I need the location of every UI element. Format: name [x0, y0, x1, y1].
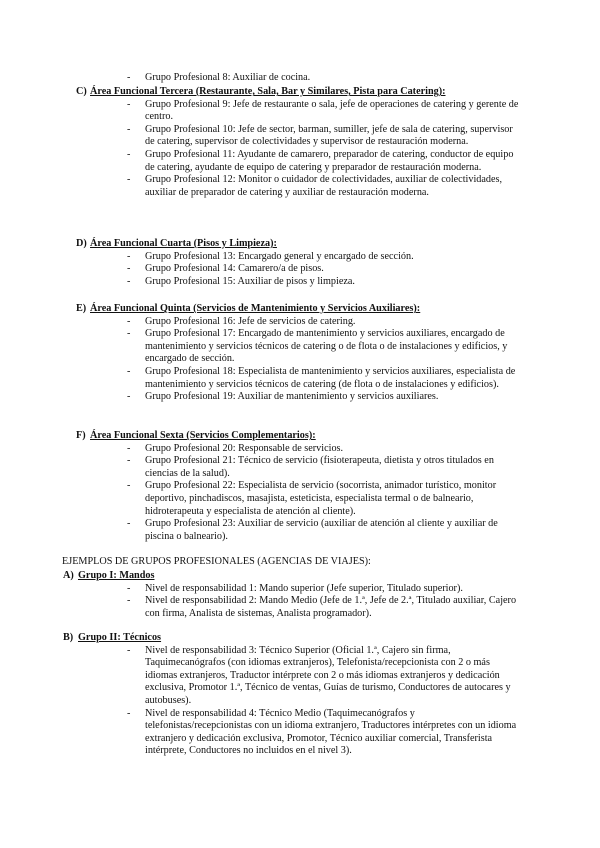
section-letter: D)	[76, 238, 87, 249]
section-c	[0, 86, 600, 199]
list-item: - Grupo Profesional 21: Técnico de servicio (fisioterapeuta, dietista y otros titulados en ciencias de la salud).	[127, 455, 494, 479]
list-item: - Grupo Profesional 18: Especialista de mantenimiento y servicios auxiliares, especialista de mantenimiento y servicios técnicos de catering (de flota o de instalaciones y edificios).	[127, 365, 516, 390]
continuation-list	[0, 72, 600, 85]
section-heading	[76, 86, 600, 99]
item-text: Grupo Profesional 18: Especialista de mantenimiento y servicios auxiliares, especialista de mantenimiento y servicios técnicos de catering (de flota o de instalaciones y edificios).	[145, 365, 516, 390]
item-text: Nivel de responsabilidad 3: Técnico Superior (Oficial 1.ª, Cajero sin firma, Taquimecanógrafos (con idiomas extranjeros), Telefonista/recepcionista con 2 o más idiomas extranjeros, Traductor intérprete con 2 o más idiomas extranjeros y dedicación exclusiva, Promotor 1.ª, Técnico de ventas, Guías de turismo, Conductores de autocares y autobuses).	[145, 644, 511, 706]
list-item: - Grupo Profesional 16: Jefe de servicios de catering.	[127, 315, 356, 327]
item-text: Grupo Profesional 21: Técnico de servicio (fisioterapeuta, dietista y otros titulados en ciencias de la salud).	[145, 455, 494, 479]
section-letter: F)	[76, 430, 86, 441]
section-title: Área Funcional Cuarta (Pisos y Limpieza):	[90, 238, 277, 249]
item-text: Grupo Profesional 17: Encargado de mantenimiento y servicios auxiliares, encargado de mantenimiento y servicios técnicos de catering o de flota o de instalaciones y edificios, y encargado de sección.	[145, 328, 508, 365]
item-text: Nivel de responsabilidad 2: Mando Medio (Jefe de 1.ª, Jefe de 2.ª, Titulado auxiliar, Cajero con firma, Analista de sistemas, Analista programador).	[145, 595, 517, 619]
section-heading	[76, 238, 600, 251]
section-d	[0, 238, 600, 288]
item-text: Grupo Profesional 20: Responsable de servicios.	[145, 442, 344, 454]
list-item: - Grupo Profesional 10: Jefe de sector, barman, sumiller, jefe de sala de catering, supervisor de catering, supervisor de colectividades y supervisor de restauración moderna.	[127, 123, 513, 148]
list-item: - Grupo Profesional 23: Auxiliar de servicio (auxiliar de atención al cliente y auxiliar de piscina o balneario).	[127, 518, 498, 542]
section-e	[0, 303, 600, 404]
agencias-title: EJEMPLOS DE GRUPOS PROFESIONALES (AGENCIAS DE VIAJES):	[62, 556, 371, 567]
list-item: - Nivel de responsabilidad 2: Mando Medio (Jefe de 1.ª, Jefe de 2.ª, Titulado auxiliar, Cajero con firma, Analista de sistemas, Analista programador).	[127, 595, 517, 619]
group-title: Grupo II: Técnicos	[78, 632, 162, 643]
agencias-section	[0, 556, 600, 569]
item-text: Grupo Profesional 19: Auxiliar de mantenimiento y servicios auxiliares.	[145, 391, 439, 403]
group-title: Grupo I: Mandos	[78, 570, 155, 581]
list-item: - Grupo Profesional 13: Encargado general y encargado de sección.	[127, 250, 414, 262]
section-letter: C)	[76, 86, 87, 97]
group-letter: B)	[63, 632, 74, 643]
item-text: Nivel de responsabilidad 1: Mando superior (Jefe superior, Titulado superior).	[145, 582, 463, 594]
list-item: - Grupo Profesional 12: Monitor o cuidador de colectividades, auxiliar de colectividades, auxiliar de preparador de catering y auxiliar de restauración moderna.	[127, 174, 503, 198]
section-heading	[76, 430, 600, 443]
section-title: Área Funcional Sexta (Servicios Complementarios):	[90, 430, 316, 441]
group-letter: A)	[63, 570, 74, 581]
group-a	[0, 570, 600, 620]
list-item: - Grupo Profesional 20: Responsable de servicios.	[127, 442, 344, 454]
item-text: Grupo Profesional 15: Auxiliar de pisos y limpieza.	[145, 275, 355, 287]
list-item: - Grupo Profesional 11: Ayudante de camarero, preparador de catering, conductor de equipo de catering, ayudante de equipo de catering y preparador de restauración moderna.	[127, 148, 514, 173]
item-text: Grupo Profesional 8: Auxiliar de cocina.	[145, 72, 311, 83]
item-text: Grupo Profesional 11: Ayudante de camarero, preparador de catering, conductor de equipo de catering, ayudante de equipo de catering y preparador de restauración moderna.	[145, 148, 514, 173]
item-text: Nivel de responsabilidad 4: Técnico Medio (Taquimecanógrafos y telefonistas/recepcionistas con un idioma extranjero, Traductores intérpretes con un idioma extranjero y dedicación exclusiva, Promotor, Técnico auxiliar comercial, Transferista intérprete, Conductores no incluidos en el nivel 3).	[145, 707, 517, 757]
item-text: Grupo Profesional 23: Auxiliar de servicio (auxiliar de atención al cliente y auxiliar de piscina o balneario).	[145, 518, 498, 542]
section-heading	[76, 303, 600, 316]
item-text: Grupo Profesional 13: Encargado general y encargado de sección.	[145, 250, 414, 262]
list-item: - Nivel de responsabilidad 1: Mando superior (Jefe superior, Titulado superior).	[127, 582, 463, 594]
list-item: - Nivel de responsabilidad 4: Técnico Medio (Taquimecanógrafos y telefonistas/recepcionistas con un idioma extranjero, Traductores intérpretes con un idioma extranjero y dedicación exclusiva, Promotor, Técnico auxiliar comercial, Transferista intérprete, Conductores no incluidos en el nivel 3).	[127, 707, 517, 757]
group-heading	[63, 570, 600, 583]
section-letter: E)	[76, 303, 87, 314]
item-text: Grupo Profesional 10: Jefe de sector, barman, sumiller, jefe de sala de catering, supervisor de catering, supervisor de colectividades y supervisor de restauración moderna.	[145, 123, 513, 148]
list-item: - Grupo Profesional 9: Jefe de restaurante o sala, jefe de operaciones de catering y gerente de centro.	[127, 98, 519, 123]
group-b	[0, 632, 600, 758]
section-title: Área Funcional Tercera (Restaurante, Sala, Bar y Similares, Pista para Catering):	[90, 86, 446, 97]
item-text: Grupo Profesional 12: Monitor o cuidador de colectividades, auxiliar de colectividades, auxiliar de preparador de catering y auxiliar de restauración moderna.	[145, 174, 503, 198]
list-item: - Grupo Profesional 17: Encargado de mantenimiento y servicios auxiliares, encargado de mantenimiento y servicios técnicos de catering o de flota o de instalaciones y edificios, y encargado de sección.	[127, 328, 508, 365]
section-f	[0, 430, 600, 543]
list-item: - Grupo Profesional 8: Auxiliar de cocina.	[127, 72, 311, 83]
list-item: - Nivel de responsabilidad 3: Técnico Superior (Oficial 1.ª, Cajero sin firma, Taquimecanógrafos (con idiomas extranjeros), Telefonista/recepcionista con 2 o más idiomas extranjeros, Traductor intérprete con 2 o más idiomas extranjeros y dedicación exclusiva, Promotor 1.ª, Técnico de ventas, Guías de turismo, Conductores de autocares y autobuses).	[127, 644, 511, 706]
item-text: Grupo Profesional 22: Especialista de servicio (socorrista, animador turístico, monitor deportivo, pinchadiscos, masajista, esteticista, especialista termal o de balneario, hidroterapeuta y especialista de atención al cliente).	[145, 480, 497, 517]
list-item: - Grupo Profesional 15: Auxiliar de pisos y limpieza.	[127, 275, 355, 287]
list-item: - Grupo Profesional 14: Camarero/a de pisos.	[127, 263, 324, 275]
item-text: Grupo Profesional 14: Camarero/a de pisos.	[145, 263, 324, 275]
list-item: - Grupo Profesional 22: Especialista de servicio (socorrista, animador turístico, monitor deportivo, pinchadiscos, masajista, esteticista, especialista termal o de balneario, hidroterapeuta y especialista de atención al cliente).	[127, 480, 497, 517]
section-title: Área Funcional Quinta (Servicios de Mantenimiento y Servicios Auxiliares):	[90, 303, 421, 314]
item-text: Grupo Profesional 16: Jefe de servicios de catering.	[145, 315, 356, 327]
item-text: Grupo Profesional 9: Jefe de restaurante o sala, jefe de operaciones de catering y gerente de centro.	[145, 98, 519, 123]
list-item: - Grupo Profesional 19: Auxiliar de mantenimiento y servicios auxiliares.	[127, 391, 439, 403]
group-heading	[63, 632, 600, 645]
